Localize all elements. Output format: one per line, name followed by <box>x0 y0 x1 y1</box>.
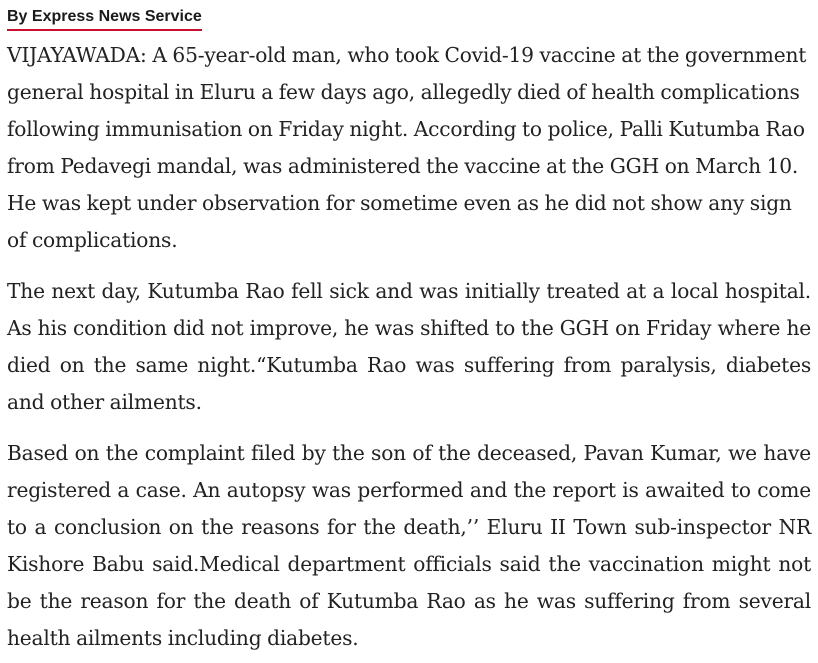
article-paragraph-2: The next day, Kutumba Rao fell sick and was initially treated at a local hospital. As his condition did not improve, he was shifted to the GGH on Friday where he died on the same night.“Kutumba Rao was suffering from paralysis, diabetes and other ailments. <box>7 279 811 414</box>
byline: By Express News Service <box>7 8 202 31</box>
article-body <box>7 37 811 657</box>
article-paragraph-3: Based on the complaint filed by the son of the deceased, Pavan Kumar, we have registered a case. An autopsy was performed and the report is awaited to come to a conclusion on the reasons for the death,’’ Eluru II Town sub-inspector NR Kishore Babu said.Medical department officials said the vaccination might not be the reason for the death of Kutumba Rao as he was suffering from several health ailments including diabetes. <box>7 441 811 650</box>
article-paragraph-1: VIJAYAWADA: A 65-year-old man, who took Covid-19 vaccine at the government general hospital in Eluru a few days ago, allegedly died of health complications following immunisation on Friday night. According to police, Palli Kutumba Rao from Pedavegi mandal, was administered the vaccine at the GGH on March 10. He was kept under observation for sometime even as he did not show any sign of complications. <box>7 43 807 252</box>
